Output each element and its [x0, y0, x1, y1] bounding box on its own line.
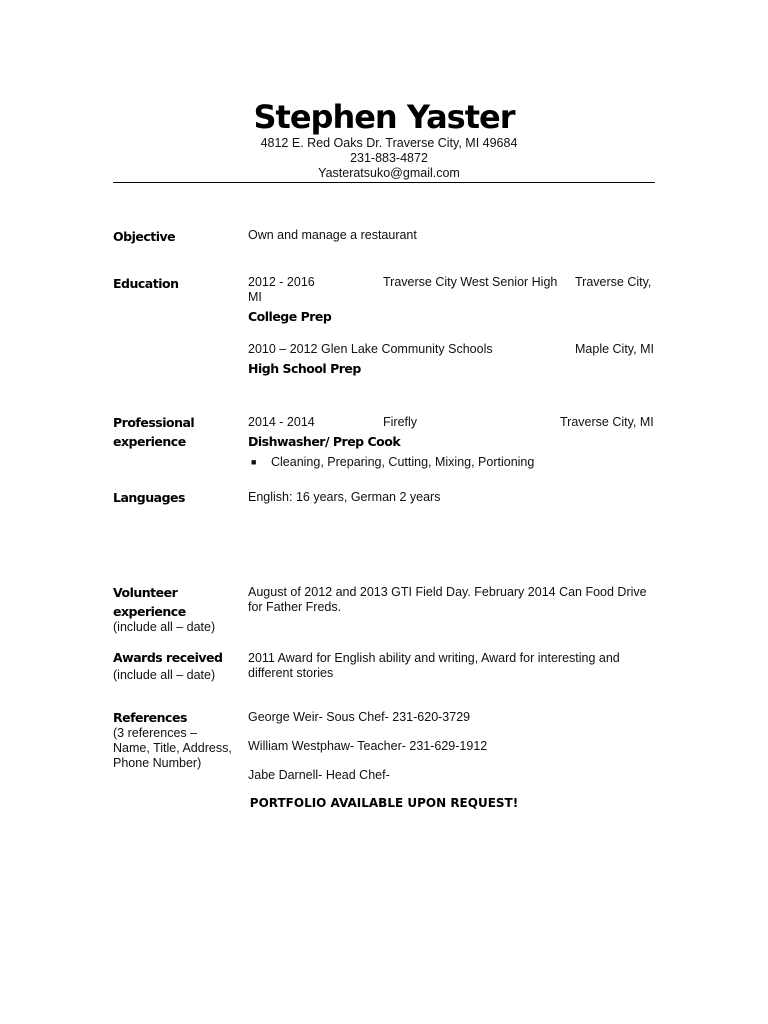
- volunteer-text: August of 2012 and 2013 GTI Field Day. February 2014 Can Food Drive for Father Freds.: [248, 585, 647, 614]
- contact-email: Yasteratsuko@gmail.com: [318, 166, 460, 180]
- awards-label: Awards received: [113, 650, 223, 665]
- experience-location: Traverse City, MI: [560, 415, 654, 429]
- references-note-line1: (3 references –: [113, 726, 198, 740]
- objective-text: Own and manage a restaurant: [248, 228, 417, 242]
- experience-label-line1: Professional: [113, 415, 195, 430]
- awards-note: (include all – date): [113, 668, 216, 682]
- education-label: Education: [113, 276, 179, 291]
- contact-address: 4812 E. Red Oaks Dr. Traverse City, MI 49684: [260, 136, 518, 150]
- languages-text: English: 16 years, German 2 years: [248, 490, 441, 504]
- experience-dates: 2014 - 2014: [248, 415, 315, 429]
- references-label: References: [113, 710, 187, 725]
- experience-duties: Cleaning, Preparing, Cutting, Mixing, Portioning: [271, 455, 535, 469]
- references-note-line2: Name, Title, Address,: [113, 741, 232, 755]
- contact-phone: 231-883-4872: [350, 151, 428, 165]
- bullet-icon: ■: [251, 457, 257, 467]
- header-divider: [113, 182, 655, 183]
- education-location-1-cont: MI: [248, 290, 262, 304]
- awards-text: 2011 Award for English ability and writing, Award for interesting and different stories: [248, 651, 620, 680]
- education-location-1: Traverse City,: [575, 275, 652, 289]
- experience-employer: Firefly: [383, 415, 418, 429]
- reference-item: Jabe Darnell- Head Chef-: [248, 768, 390, 782]
- experience-title: Dishwasher/ Prep Cook: [248, 434, 401, 449]
- education-program-1: College Prep: [248, 309, 332, 324]
- candidate-name: Stephen Yaster: [253, 98, 515, 136]
- education-school-1: Traverse City West Senior High: [383, 275, 558, 289]
- references-note-line3: Phone Number): [113, 756, 202, 770]
- volunteer-label-line1: Volunteer: [113, 585, 178, 600]
- education-program-2: High School Prep: [248, 361, 361, 376]
- volunteer-note: (include all – date): [113, 620, 216, 634]
- volunteer-label-line2: experience: [113, 604, 186, 619]
- objective-label: Objective: [113, 229, 176, 244]
- portfolio-notice: PORTFOLIO AVAILABLE UPON REQUEST!: [249, 796, 519, 810]
- experience-label-line2: experience: [113, 434, 186, 449]
- education-location-2: Maple City, MI: [575, 342, 654, 356]
- languages-label: Languages: [113, 490, 185, 505]
- education-dates-1: 2012 - 2016: [248, 275, 315, 289]
- reference-item: George Weir- Sous Chef- 231-620-3729: [248, 710, 471, 724]
- reference-item: William Westphaw- Teacher- 231-629-1912: [248, 739, 488, 753]
- education-dates-school-2: 2010 – 2012 Glen Lake Community Schools: [248, 342, 493, 356]
